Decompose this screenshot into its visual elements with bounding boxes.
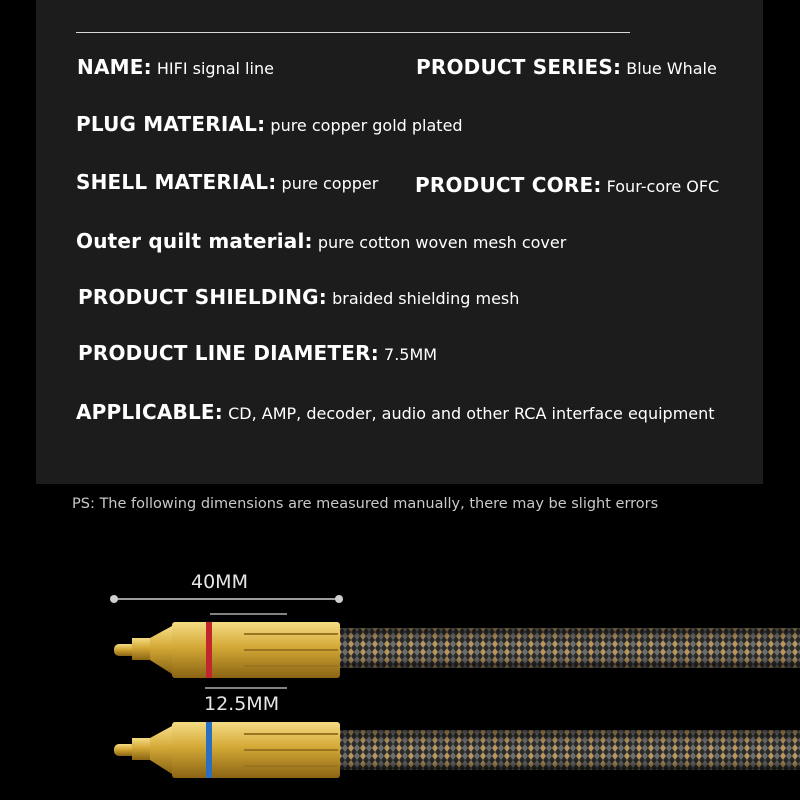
- length-dimension-line: [110, 595, 343, 603]
- spec-line-diameter: PRODUCT LINE DIAMETER: 7.5MM: [78, 341, 438, 365]
- rca-plug-bottom: [114, 722, 800, 778]
- spec-shell-material: SHELL MATERIAL: pure copper: [76, 170, 379, 194]
- spec-plug-material: PLUG MATERIAL: pure copper gold plated: [76, 112, 463, 136]
- spec-outer-material: Outer quilt material: pure cotton woven mesh cover: [76, 229, 567, 253]
- spec-product-shielding: PRODUCT SHIELDING: braided shielding mesh: [78, 285, 520, 309]
- diameter-dimension-label: 12.5MM: [204, 693, 280, 715]
- spec-product-series: PRODUCT SERIES: Blue Whale: [416, 55, 717, 79]
- spec-applicable: APPLICABLE: CD, AMP, decoder, audio and other RCA interface equipment: [76, 400, 715, 424]
- rca-plug-top: [114, 622, 800, 678]
- measurement-note: PS: The following dimensions are measured manually, there may be slight errors: [72, 496, 659, 512]
- spec-product-core: PRODUCT CORE: Four-core OFC: [415, 173, 720, 197]
- length-dimension-label: 40MM: [191, 571, 248, 593]
- spec-name: NAME: HIFI signal line: [77, 55, 274, 79]
